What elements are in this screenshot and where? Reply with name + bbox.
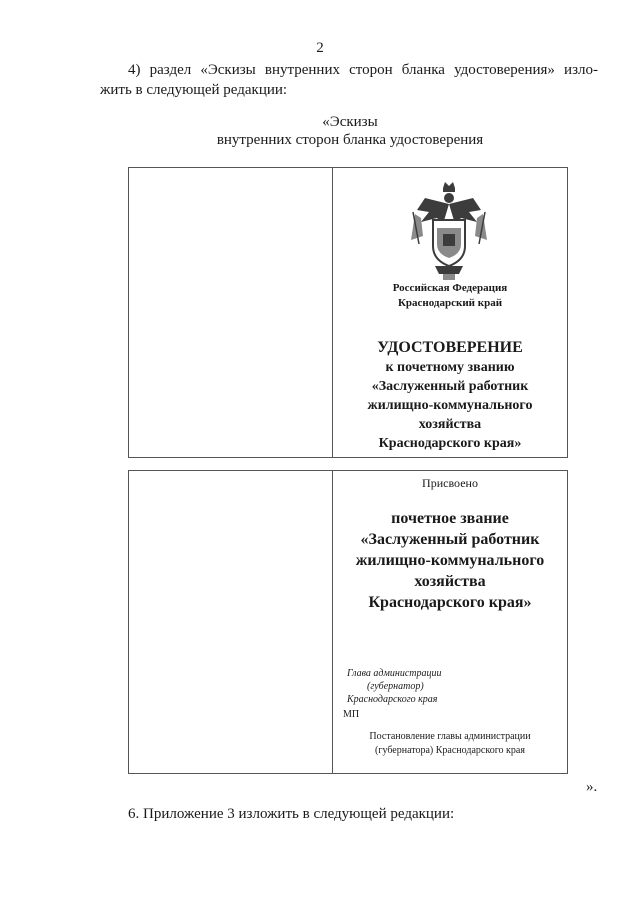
region-label: Краснодарский край bbox=[397, 297, 503, 309]
certificate-title: УДОСТОВЕРЕНИЕ bbox=[377, 339, 523, 356]
closing-quote: ». bbox=[586, 779, 598, 795]
title-line: хозяйства bbox=[418, 417, 482, 432]
title-line: Краснодарского края» bbox=[378, 436, 522, 451]
caption-line-1: «Эскизы bbox=[322, 114, 378, 130]
page-number: 2 bbox=[316, 40, 324, 56]
krasnodar-coat-of-arms-icon bbox=[407, 178, 491, 282]
stamp-place-label: МП bbox=[343, 709, 360, 720]
title-line: жилищно-коммунального bbox=[367, 398, 533, 413]
honorary-title-line: почетное звание bbox=[391, 510, 509, 527]
honorary-title-line: «Заслуженный работник bbox=[360, 531, 540, 548]
certificate-sketch-inside-2 bbox=[128, 470, 568, 774]
federation-label: Российская Федерация bbox=[392, 282, 508, 294]
certificate-sketch-inside-1 bbox=[128, 167, 568, 458]
signature-title-line: (губернатор) bbox=[367, 681, 424, 692]
card-right-page bbox=[333, 168, 567, 457]
item-6-text: 6. Приложение 3 изложить в следующей редакции: bbox=[128, 806, 455, 822]
honorary-title-line: Краснодарского края» bbox=[368, 594, 532, 611]
awarded-label: Присвоено bbox=[422, 476, 478, 490]
caption-line-2: внутренних сторон бланка удостоверения bbox=[216, 132, 484, 148]
decree-line: Постановление главы администрации bbox=[369, 731, 531, 742]
intro-line-2: жить в следующей редакции: bbox=[100, 82, 288, 98]
title-line: «Заслуженный работник bbox=[371, 379, 529, 394]
decree-line: (губернатора) Краснодарского края bbox=[375, 745, 525, 756]
card-right-page bbox=[333, 471, 567, 773]
signature-title-line: Краснодарского края bbox=[347, 694, 438, 705]
title-line: к почетному званию bbox=[385, 360, 515, 375]
intro-line-1: 4) раздел «Эскизы внутренних сторон бланка удостоверения» изло- bbox=[128, 62, 598, 78]
signature-title-line: Глава администрации bbox=[347, 668, 442, 679]
honorary-title-line: жилищно-коммунального bbox=[355, 552, 545, 569]
honorary-title-line: хозяйства bbox=[414, 573, 486, 590]
